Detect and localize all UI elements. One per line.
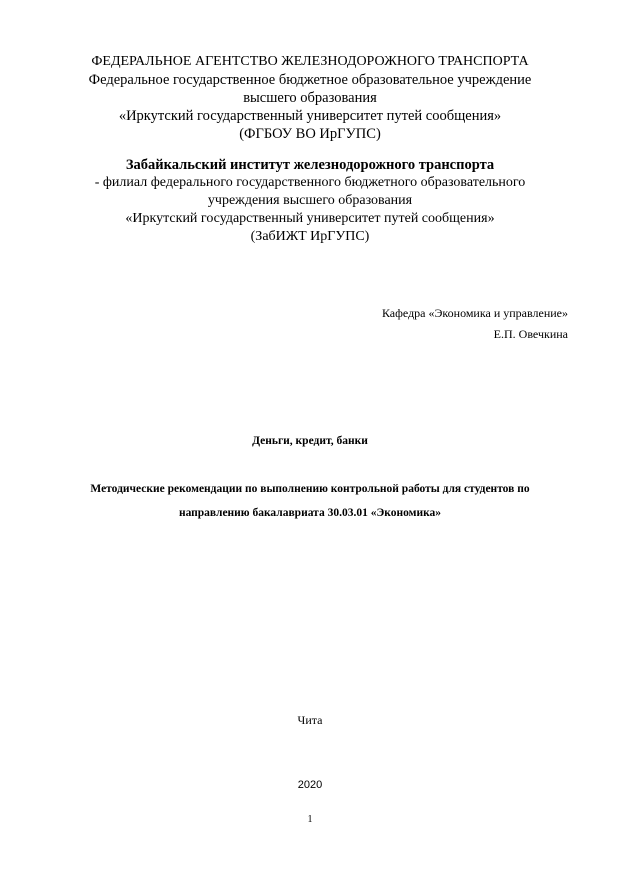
institute-line-3: учреждения высшего образования <box>207 193 413 208</box>
institute-line-5: (ЗабИЖТ ИрГУПС) <box>250 229 370 244</box>
page-number-text: 1 <box>307 814 313 825</box>
subtitle-line-2: направлению бакалавриата 30.03.01 «Экономика» <box>178 507 442 519</box>
document-title-text: Деньги, кредит, банки <box>252 435 368 447</box>
agency-header <box>0 53 620 143</box>
agency-line-4: «Иркутский государственный университет путей сообщения» <box>118 108 502 124</box>
institute-line-4: «Иркутский государственный университет путей сообщения» <box>125 211 495 226</box>
agency-name: ФЕДЕРАЛЬНОЕ АГЕНТСТВО ЖЕЛЕЗНОДОРОЖНОГО ТРАНСПОРТА <box>91 54 529 69</box>
document-title <box>0 433 620 449</box>
agency-line-2: Федеральное государственное бюджетное образовательное учреждение <box>88 72 532 88</box>
page-number <box>0 814 620 826</box>
agency-line-5: (ФГБОУ ВО ИрГУПС) <box>239 126 381 142</box>
agency-line-3: высшего образования <box>243 90 377 106</box>
city-text: Чита <box>297 713 323 727</box>
subtitle-line-1: Методические рекомендации по выполнению контрольной работы для студентов по <box>90 483 530 495</box>
department-name: Кафедра «Экономика и управление» <box>381 306 568 320</box>
institute-line-2: - филиал федерального государственного бюджетного образовательного <box>94 175 526 190</box>
year-text: 2020 <box>297 779 323 791</box>
institute-header <box>0 156 620 246</box>
author-name: Е.П. Овечкина <box>493 327 568 341</box>
institute-name: Забайкальский институт железнодорожного транспорта <box>125 157 495 173</box>
department-block <box>382 303 568 345</box>
document-subtitle <box>0 477 620 525</box>
year <box>0 777 620 793</box>
city <box>0 712 620 728</box>
